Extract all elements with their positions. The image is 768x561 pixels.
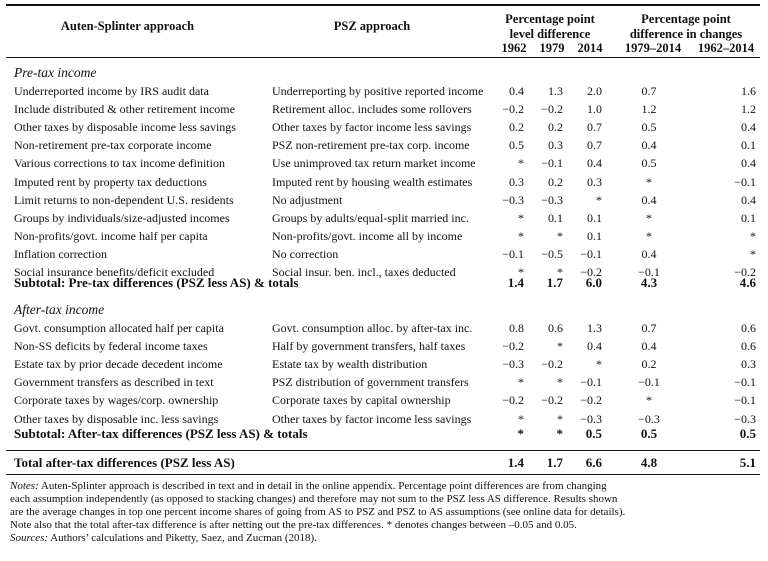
- sources-line: [10, 532, 317, 545]
- value-1979-2014: *: [646, 210, 652, 225]
- subtotal-value-1962-2014: 0.5: [739, 426, 756, 441]
- value-2014: −0.2: [580, 265, 602, 279]
- subtotal-value-1979: *: [556, 426, 563, 441]
- header-rule: [6, 57, 760, 58]
- row-as-assumption: Estate tax by prior decade decedent income: [14, 357, 223, 372]
- value-1962: *: [518, 210, 524, 225]
- row-psz-assumption: Non-profits/govt. income all by income: [272, 228, 463, 243]
- value-2014: 0.1: [587, 210, 602, 225]
- row-psz-assumption: Govt. consumption alloc. by after-tax inc.: [272, 321, 473, 335]
- value-2014: 1.3: [587, 321, 602, 335]
- value-1979: *: [557, 411, 563, 426]
- subtotal-value-1979: 1.7: [546, 275, 563, 290]
- value-1979-2014: 0.5: [641, 156, 657, 171]
- value-1962-2014: 0.1: [741, 210, 756, 225]
- value-1979: 0.2: [548, 120, 563, 135]
- total-rule: [6, 450, 760, 451]
- row-as-assumption: Limit returns to non-dependent U.S. residents: [14, 192, 234, 207]
- row-as-assumption: Other taxes by disposable inc. less savings: [14, 411, 219, 426]
- row-as-assumption: Non-SS deficits by federal income taxes: [14, 339, 208, 354]
- value-1979-2014: 0.5: [641, 120, 657, 135]
- value-1962: −0.3: [502, 357, 524, 372]
- value-1962-2014: 1.6: [741, 84, 756, 98]
- subtotal-value-1962-2014: 4.6: [739, 275, 756, 290]
- value-1979-2014: −0.1: [638, 265, 660, 279]
- value-1979: *: [557, 265, 563, 279]
- value-1962: 0.4: [509, 84, 524, 98]
- value-1979-2014: −0.3: [638, 411, 660, 426]
- value-2014: −0.1: [580, 246, 602, 261]
- value-1979-2014: *: [646, 228, 652, 243]
- value-1979: −0.2: [541, 357, 563, 372]
- top-rule: [6, 4, 760, 6]
- value-1979-2014: 0.2: [641, 357, 657, 372]
- sources-lead: Sources:: [10, 532, 49, 544]
- value-1962: *: [518, 375, 524, 390]
- total-label: Total after-tax differences (PSZ less AS): [14, 455, 235, 470]
- row-as-assumption: Various corrections to tax income definition: [14, 156, 225, 171]
- value-2014: −0.3: [580, 411, 602, 426]
- value-1962: −0.3: [502, 192, 524, 207]
- value-1979-2014: 0.7: [641, 84, 657, 98]
- value-1962: *: [518, 228, 524, 243]
- value-1979: −0.3: [541, 192, 563, 207]
- subtotal-value-1962: *: [517, 426, 524, 441]
- value-1979: *: [557, 228, 563, 243]
- column-header-1962-2014: 1962–2014: [697, 41, 755, 55]
- column-header-1962: 1962: [501, 41, 527, 55]
- value-1962-2014: *: [750, 246, 756, 261]
- value-1962: 0.3: [509, 174, 524, 189]
- row-psz-assumption: Social insur. ben. incl., taxes deducted: [272, 265, 456, 279]
- value-2014: −0.1: [580, 375, 602, 390]
- value-1962-2014: −0.1: [734, 375, 756, 390]
- row-as-assumption: Social insurance benefits/deficit excluded: [14, 265, 215, 279]
- value-1962-2014: −0.2: [734, 265, 756, 279]
- column-header-1979: 1979: [539, 41, 565, 55]
- value-1979-2014: −0.1: [638, 375, 660, 390]
- row-psz-assumption: PSZ distribution of government transfers: [272, 375, 469, 390]
- total-value-1962: 1.4: [507, 455, 524, 470]
- total-value-2014: 6.6: [585, 455, 602, 470]
- value-1979-2014: 1.2: [641, 102, 657, 117]
- value-2014: 0.4: [587, 156, 602, 171]
- row-psz-assumption: Retirement alloc. includes some rollovers: [272, 102, 472, 117]
- value-1979: 1.3: [548, 84, 563, 98]
- row-psz-assumption: Half by government transfers, half taxes: [272, 339, 466, 354]
- row-as-assumption: Imputed rent by property tax deductions: [14, 174, 207, 189]
- value-1979-2014: 0.7: [641, 321, 657, 335]
- value-1962-2014: −0.3: [734, 411, 756, 426]
- value-1962-2014: 0.6: [741, 321, 756, 335]
- value-1979: *: [557, 339, 563, 354]
- value-1962-2014: 0.4: [741, 192, 756, 207]
- value-1962-2014: −0.1: [734, 393, 756, 408]
- row-as-assumption: Underreported income by IRS audit data: [14, 84, 209, 98]
- row-as-assumption: Non-retirement pre-tax corporate income: [14, 138, 212, 153]
- subtotal-label: Subtotal: Pre-tax differences (PSZ less AS) & totals: [14, 275, 299, 290]
- column-header-2014: 2014: [577, 41, 603, 55]
- value-1962-2014: 0.1: [741, 138, 756, 153]
- value-1979: *: [557, 375, 563, 390]
- value-1962: −0.1: [502, 246, 524, 261]
- subtotal-value-1962: 1.4: [507, 275, 524, 290]
- row-as-assumption: Govt. consumption allocated half per capita: [14, 321, 224, 335]
- value-1979: 0.6: [548, 321, 563, 335]
- subtotal-label: Subtotal: After-tax differences (PSZ less AS) & totals: [14, 426, 308, 441]
- value-1979: −0.5: [541, 246, 563, 261]
- value-1979-2014: *: [646, 393, 652, 408]
- value-1979-2014: 0.4: [641, 138, 657, 153]
- value-2014: −0.2: [580, 393, 602, 408]
- value-2014: *: [596, 192, 602, 207]
- change-group-header-2: difference in changes: [629, 27, 743, 41]
- bottom-rule: [6, 474, 760, 475]
- notes-line-4: Note also that the total after-tax difference is after netting out the pre-tax differences. * denotes changes between –0.05 and 0.05.: [10, 519, 577, 531]
- total-value-1962-2014: 5.1: [739, 455, 756, 470]
- subtotal-value-2014: 0.5: [585, 426, 602, 441]
- value-1979: −0.2: [541, 102, 563, 117]
- section-title: After-tax income: [14, 302, 105, 317]
- row-psz-assumption: No correction: [272, 246, 339, 261]
- value-1962: −0.2: [502, 339, 524, 354]
- notes-line-2: each assumption independently (as opposed to stacking changes) and therefore may not sum to the PSZ less AS difference. Results shown: [10, 493, 618, 505]
- value-1979-2014: 0.4: [641, 246, 657, 261]
- row-as-assumption: Inflation correction: [14, 246, 107, 261]
- value-2014: 0.1: [587, 228, 602, 243]
- value-1979-2014: 0.4: [641, 192, 657, 207]
- column-header-1979-2014: 1979–2014: [624, 41, 682, 55]
- level-group-header-1: Percentage point: [505, 12, 595, 26]
- value-1962-2014: *: [750, 228, 756, 243]
- row-as-assumption: Groups by individuals/size-adjusted incomes: [14, 210, 230, 225]
- value-1962-2014: 0.4: [741, 120, 756, 135]
- subtotal-value-1979-2014: 0.5: [640, 426, 658, 441]
- value-1979: 0.2: [548, 174, 563, 189]
- change-group-header-1: Percentage point: [641, 12, 731, 26]
- row-as-assumption: Government transfers as described in text: [14, 375, 214, 390]
- value-1962: 0.5: [509, 138, 524, 153]
- notes-line-1: [10, 480, 607, 493]
- row-psz-assumption: Use unimproved tax return market income: [272, 156, 476, 171]
- value-1962: −0.2: [502, 393, 524, 408]
- value-1962-2014: −0.1: [734, 174, 756, 189]
- row-as-assumption: Include distributed & other retirement income: [14, 102, 235, 117]
- sources-text: Authors’ calculations and Piketty, Saez, and Zucman (2018).: [48, 532, 317, 544]
- row-psz-assumption: Groups by adults/equal-split married inc.: [272, 210, 469, 225]
- value-1979: −0.1: [541, 156, 563, 171]
- notes-lead: Notes:: [10, 480, 39, 492]
- subtotal-value-2014: 6.0: [585, 275, 602, 290]
- row-psz-assumption: Estate tax by wealth distribution: [272, 357, 428, 372]
- level-group-header-2: level difference: [509, 27, 591, 41]
- notes-line-3: are the average changes in top one percent income shares of going from AS to PSZ and PSZ to AS assumptions (see online data for details).: [10, 506, 626, 518]
- row-psz-assumption: Underreporting by positive reported income: [272, 84, 484, 98]
- value-1962: 0.8: [509, 321, 524, 335]
- value-2014: *: [596, 357, 602, 372]
- value-1962: −0.2: [502, 102, 524, 117]
- total-value-1979-2014: 4.8: [640, 455, 658, 470]
- value-1979: 0.3: [548, 138, 563, 153]
- value-2014: 0.4: [587, 339, 602, 354]
- value-1962: *: [518, 411, 524, 426]
- as-approach-header: Auten-Splinter approach: [60, 19, 195, 33]
- row-psz-assumption: PSZ non-retirement pre-tax corp. income: [272, 138, 470, 153]
- value-1962: *: [518, 156, 524, 171]
- psz-approach-header: PSZ approach: [333, 19, 411, 33]
- total-value-1979: 1.7: [546, 455, 563, 470]
- value-1979-2014: 0.4: [641, 339, 657, 354]
- section-title: Pre-tax income: [14, 65, 97, 80]
- value-1962: *: [518, 265, 524, 279]
- row-psz-assumption: Other taxes by factor income less savings: [272, 120, 472, 135]
- row-as-assumption: Corporate taxes by wages/corp. ownership: [14, 393, 219, 408]
- value-1962-2014: 0.6: [741, 339, 756, 354]
- row-as-assumption: Other taxes by disposable income less savings: [14, 120, 236, 135]
- row-as-assumption: Non-profits/govt. income half per capita: [14, 228, 208, 243]
- value-1979: −0.2: [541, 393, 563, 408]
- value-1962-2014: 0.4: [741, 156, 756, 171]
- value-2014: 0.7: [587, 138, 602, 153]
- row-psz-assumption: Other taxes by factor income less savings: [272, 411, 472, 426]
- notes-text-1: Auten-Splinter approach is described in text and in detail in the online appendix. Percentage point differences are from changing: [38, 480, 607, 492]
- value-1979: 0.1: [548, 210, 563, 225]
- value-2014: 0.3: [587, 174, 602, 189]
- value-2014: 2.0: [587, 84, 602, 98]
- value-2014: 1.0: [587, 102, 602, 117]
- row-psz-assumption: Imputed rent by housing wealth estimates: [272, 174, 473, 189]
- row-psz-assumption: Corporate taxes by capital ownership: [272, 393, 451, 408]
- row-psz-assumption: No adjustment: [272, 192, 343, 207]
- value-1962-2014: 1.2: [741, 102, 756, 117]
- value-2014: 0.7: [587, 120, 602, 135]
- value-1979-2014: *: [646, 174, 652, 189]
- value-1962: 0.2: [509, 120, 524, 135]
- subtotal-value-1979-2014: 4.3: [640, 275, 658, 290]
- value-1962-2014: 0.3: [741, 357, 756, 372]
